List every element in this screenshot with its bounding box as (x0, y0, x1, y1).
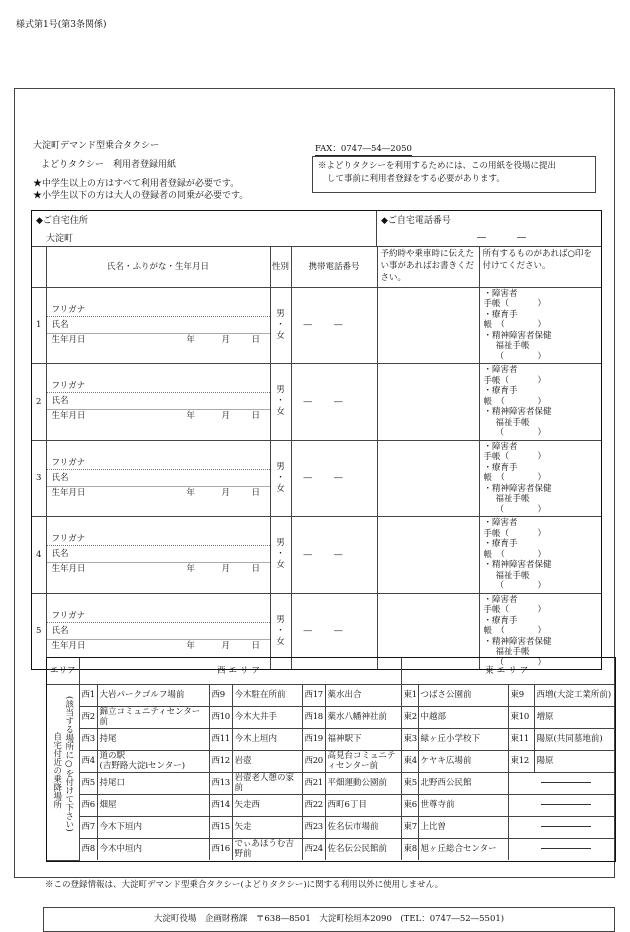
mobile-phone-field[interactable]: ―― (291, 287, 377, 364)
stop-name[interactable]: 薬水出合 (325, 684, 401, 706)
col-name-header: 氏名・ふりがな・生年月日 (46, 247, 270, 287)
stop-name[interactable]: 陽原 (534, 750, 615, 772)
stop-code: 西11 (209, 728, 232, 750)
stop-name[interactable]: 矢走 (232, 816, 302, 838)
name-field[interactable]: 氏名 (47, 470, 270, 487)
stop-name[interactable]: 道の駅 (吉野路大淀iセンター) (97, 750, 209, 772)
area-header: エリア (47, 658, 79, 684)
stop-code: 西2 (79, 706, 97, 728)
mobile-phone-field[interactable]: ―― (291, 517, 377, 594)
stop-name[interactable]: 今木大井手 (232, 706, 302, 728)
stop-row (47, 794, 615, 816)
row-number: 5 (32, 593, 46, 669)
stop-code: 東6 (401, 794, 418, 816)
stop-code: 西6 (79, 794, 97, 816)
stop-code: 東10 (508, 706, 534, 728)
stop-name[interactable]: 緑ヶ丘小学校下 (418, 728, 508, 750)
registrant-row (32, 287, 601, 364)
stop-name[interactable]: つばさ公園前 (418, 684, 508, 706)
stop-name[interactable]: 旭ヶ丘総合センター (418, 838, 508, 860)
stop-name[interactable]: 今木下垣内 (97, 816, 209, 838)
note-elementary: ★小学生以下の方は大人の登録者の同乗が必要です。 (33, 191, 249, 201)
form-title: 大淀町デマンド型乗合タクシー (33, 141, 160, 151)
stop-row (47, 728, 615, 750)
fax-number: FAX：0747―54―2050 (315, 144, 412, 154)
registration-table (31, 210, 602, 670)
area-table (46, 657, 616, 862)
stop-row (47, 684, 615, 706)
stop-code: 西8 (79, 838, 97, 860)
notes-field[interactable] (377, 287, 479, 364)
stop-name[interactable]: 矢走西 (232, 794, 302, 816)
documents-field[interactable]: ・障害者手帳（ ） ・療育手帳 （ ） ・精神障害者保健 福祉手帳 （ ） (479, 287, 601, 364)
submission-notice: ※よどりタクシーを利用するためには、この用紙を役場に提出 して事前に利用者登録をする必要があります。 (312, 156, 596, 193)
stop-code: 東1 (401, 684, 418, 706)
col-docs-header: 所有するものがあれば○印を付けてください。 (479, 247, 601, 287)
stop-code: 西4 (79, 750, 97, 772)
home-address-field[interactable]: ◆ご自宅住所 大淀町 (32, 211, 377, 246)
stop-code: 東7 (401, 816, 418, 838)
stop-name[interactable]: 畑屋 (97, 794, 209, 816)
office-contact: 大淀町役場 企画財務課 〒638―8501 大淀町桧垣本2090 (TEL：0747―52―5501) (43, 907, 615, 932)
stop-name[interactable]: 平畑運動公園前 (325, 772, 401, 794)
name-cell[interactable] (46, 440, 270, 517)
registrant-row (32, 440, 601, 517)
stop-code: 西19 (302, 728, 325, 750)
furigana-field[interactable]: フリガナ (47, 380, 270, 393)
row-number: 3 (32, 440, 46, 517)
stop-row (47, 838, 615, 860)
stop-row (47, 816, 615, 838)
gender-field[interactable]: 男 ・ 女 (270, 440, 291, 517)
name-cell[interactable] (46, 287, 270, 364)
east-area-header: 東エリア (401, 658, 615, 684)
stop-code: 西3 (79, 728, 97, 750)
name-cell[interactable] (46, 517, 270, 594)
stop-code: 西10 (209, 706, 232, 728)
stop-code: 西1 (79, 684, 97, 706)
stop-code: 西16 (209, 838, 232, 860)
name-field[interactable]: 氏名 (47, 623, 270, 640)
form-id: 様式第1号(第3条関係) (16, 20, 107, 30)
stop-code: 西12 (209, 750, 232, 772)
birthdate-field[interactable]: 生年月日 年 月 日 (51, 487, 261, 498)
row-number: 1 (32, 287, 46, 364)
col-phone-header: 携帯電話番号 (291, 247, 377, 287)
notes-field[interactable] (377, 517, 479, 594)
stop-code: 西14 (209, 794, 232, 816)
stop-code: 東3 (401, 728, 418, 750)
stop-name[interactable]: でぃあほうむ吉野前 (232, 838, 302, 860)
documents-field[interactable]: ・障害者手帳（ ） ・療育手帳 （ ） ・精神障害者保健 福祉手帳 （ ） (479, 517, 601, 594)
furigana-field[interactable]: フリガナ (47, 610, 270, 623)
note-junior-high: ★中学生以上の方はすべて利用者登録が必要です。 (33, 179, 240, 189)
stop-name[interactable]: 持尾 (97, 728, 209, 750)
stop-code: 西20 (302, 750, 325, 772)
documents-field[interactable]: ・障害者手帳（ ） ・療育手帳 （ ） ・精神障害者保健 福祉手帳 （ ） (479, 440, 601, 517)
stop-code: 西23 (302, 816, 325, 838)
birthdate-field[interactable]: 生年月日 年 月 日 (51, 334, 261, 345)
stop-name[interactable]: 今木中垣内 (97, 838, 209, 860)
stop-code (508, 838, 615, 860)
col-notes-header: 予約時や乗車時に伝えたい事があればお書きください。 (377, 247, 479, 287)
stop-code: 西5 (79, 772, 97, 794)
gender-field[interactable]: 男 ・ 女 (270, 593, 291, 669)
home-phone-field[interactable]: ◆ご自宅電話番号 ― ― (381, 216, 526, 243)
documents-field[interactable]: ・障害者手帳（ ） ・療育手帳 （ ） ・精神障害者保健 福祉手帳 （ ） (479, 364, 601, 441)
stop-name[interactable]: 西増(大淀工業所前) (534, 684, 615, 706)
stop-name[interactable]: 薬水八幡神社前 (325, 706, 401, 728)
stop-code: 西21 (302, 772, 325, 794)
stop-code: 東11 (508, 728, 534, 750)
stop-row (47, 750, 615, 772)
stop-name[interactable]: 高見台コミュニティセンター前 (325, 750, 401, 772)
stop-name[interactable]: 上比曽 (418, 816, 508, 838)
birthdate-field[interactable]: 生年月日 年 月 日 (51, 564, 261, 575)
stop-name[interactable]: 世尊寺前 (418, 794, 508, 816)
gender-field[interactable]: 男 ・ 女 (270, 364, 291, 441)
stop-code: 東12 (508, 750, 534, 772)
stop-name[interactable]: ケヤキ広場前 (418, 750, 508, 772)
birthdate-field[interactable]: 生年月日 年 月 日 (51, 640, 261, 651)
mobile-phone-field[interactable]: ―― (291, 593, 377, 669)
form-frame (14, 88, 615, 924)
name-field[interactable]: 氏名 (47, 546, 270, 563)
furigana-field[interactable]: フリガナ (47, 533, 270, 546)
row-number: 4 (32, 517, 46, 594)
stop-code: 西9 (209, 684, 232, 706)
mobile-phone-field[interactable]: ―― (291, 440, 377, 517)
stop-code (508, 794, 615, 816)
furigana-field[interactable]: フリガナ (47, 304, 270, 317)
notes-field[interactable] (377, 364, 479, 441)
stop-name[interactable]: 岩壺 (232, 750, 302, 772)
gender-field[interactable]: 男 ・ 女 (270, 287, 291, 364)
stop-name[interactable]: 岩壺老人憩の家前 (232, 772, 302, 794)
stop-name[interactable]: 北野西公民館 (418, 772, 508, 794)
stop-name[interactable]: 持尾口 (97, 772, 209, 794)
stop-code: 西22 (302, 794, 325, 816)
west-area-header: 西エリア (79, 658, 401, 684)
form-subtitle: よどりタクシー 利用者登録用紙 (41, 160, 177, 170)
stop-code: 東2 (401, 706, 418, 728)
stop-name[interactable]: 錦立コミュニティセンター前 (97, 706, 209, 728)
stop-code: 東4 (401, 750, 418, 772)
registrant-row (32, 364, 601, 441)
stop-name[interactable]: 佐名伝公民館前 (325, 838, 401, 860)
gender-field[interactable]: 男 ・ 女 (270, 517, 291, 594)
stop-name[interactable]: 大岩パークゴルフ場前 (97, 684, 209, 706)
stop-code: 西15 (209, 816, 232, 838)
mobile-phone-field[interactable]: ―― (291, 364, 377, 441)
stop-name[interactable]: 今木上垣内 (232, 728, 302, 750)
privacy-note: ※この登録情報は、大淀町デマンド型乗合タクシー(よどりタクシー)に関する利用以外に使用しません。 (45, 880, 444, 890)
stop-code (508, 816, 615, 838)
col-gender-header: 性別 (270, 247, 291, 287)
stop-code (508, 772, 615, 794)
stop-code: 東8 (401, 838, 418, 860)
area-side-label: 自宅付近の乗降場所 (該当する場所に○を付けて下さい) (47, 684, 79, 860)
stop-code: 西24 (302, 838, 325, 860)
stop-name[interactable]: 今木駐在所前 (232, 684, 302, 706)
name-cell[interactable] (46, 364, 270, 441)
furigana-field[interactable]: フリガナ (47, 457, 270, 470)
stop-code: 西13 (209, 772, 232, 794)
stop-code: 西18 (302, 706, 325, 728)
stop-name[interactable]: 佐名伝市場前 (325, 816, 401, 838)
notes-field[interactable] (377, 440, 479, 517)
stop-code: 東5 (401, 772, 418, 794)
registrant-row (32, 517, 601, 594)
row-number: 2 (32, 364, 46, 441)
stop-code: 西17 (302, 684, 325, 706)
stop-row (47, 706, 615, 728)
documents-field[interactable]: ・障害者手帳（ ） ・療育手帳 （ ） ・精神障害者保健 福祉手帳 （ ） (479, 593, 601, 669)
stop-row (47, 772, 615, 794)
stop-code: 東9 (508, 684, 534, 706)
name-field[interactable]: 氏名 (47, 317, 270, 334)
stop-name[interactable]: 陽原(共同墓地前) (534, 728, 615, 750)
stop-name[interactable]: 西町6丁目 (325, 794, 401, 816)
stop-name[interactable]: 福神駅下 (325, 728, 401, 750)
stop-name[interactable]: 中越部 (418, 706, 508, 728)
stop-code: 西7 (79, 816, 97, 838)
birthdate-field[interactable]: 生年月日 年 月 日 (51, 411, 261, 422)
name-field[interactable]: 氏名 (47, 393, 270, 410)
stop-name[interactable]: 増原 (534, 706, 615, 728)
